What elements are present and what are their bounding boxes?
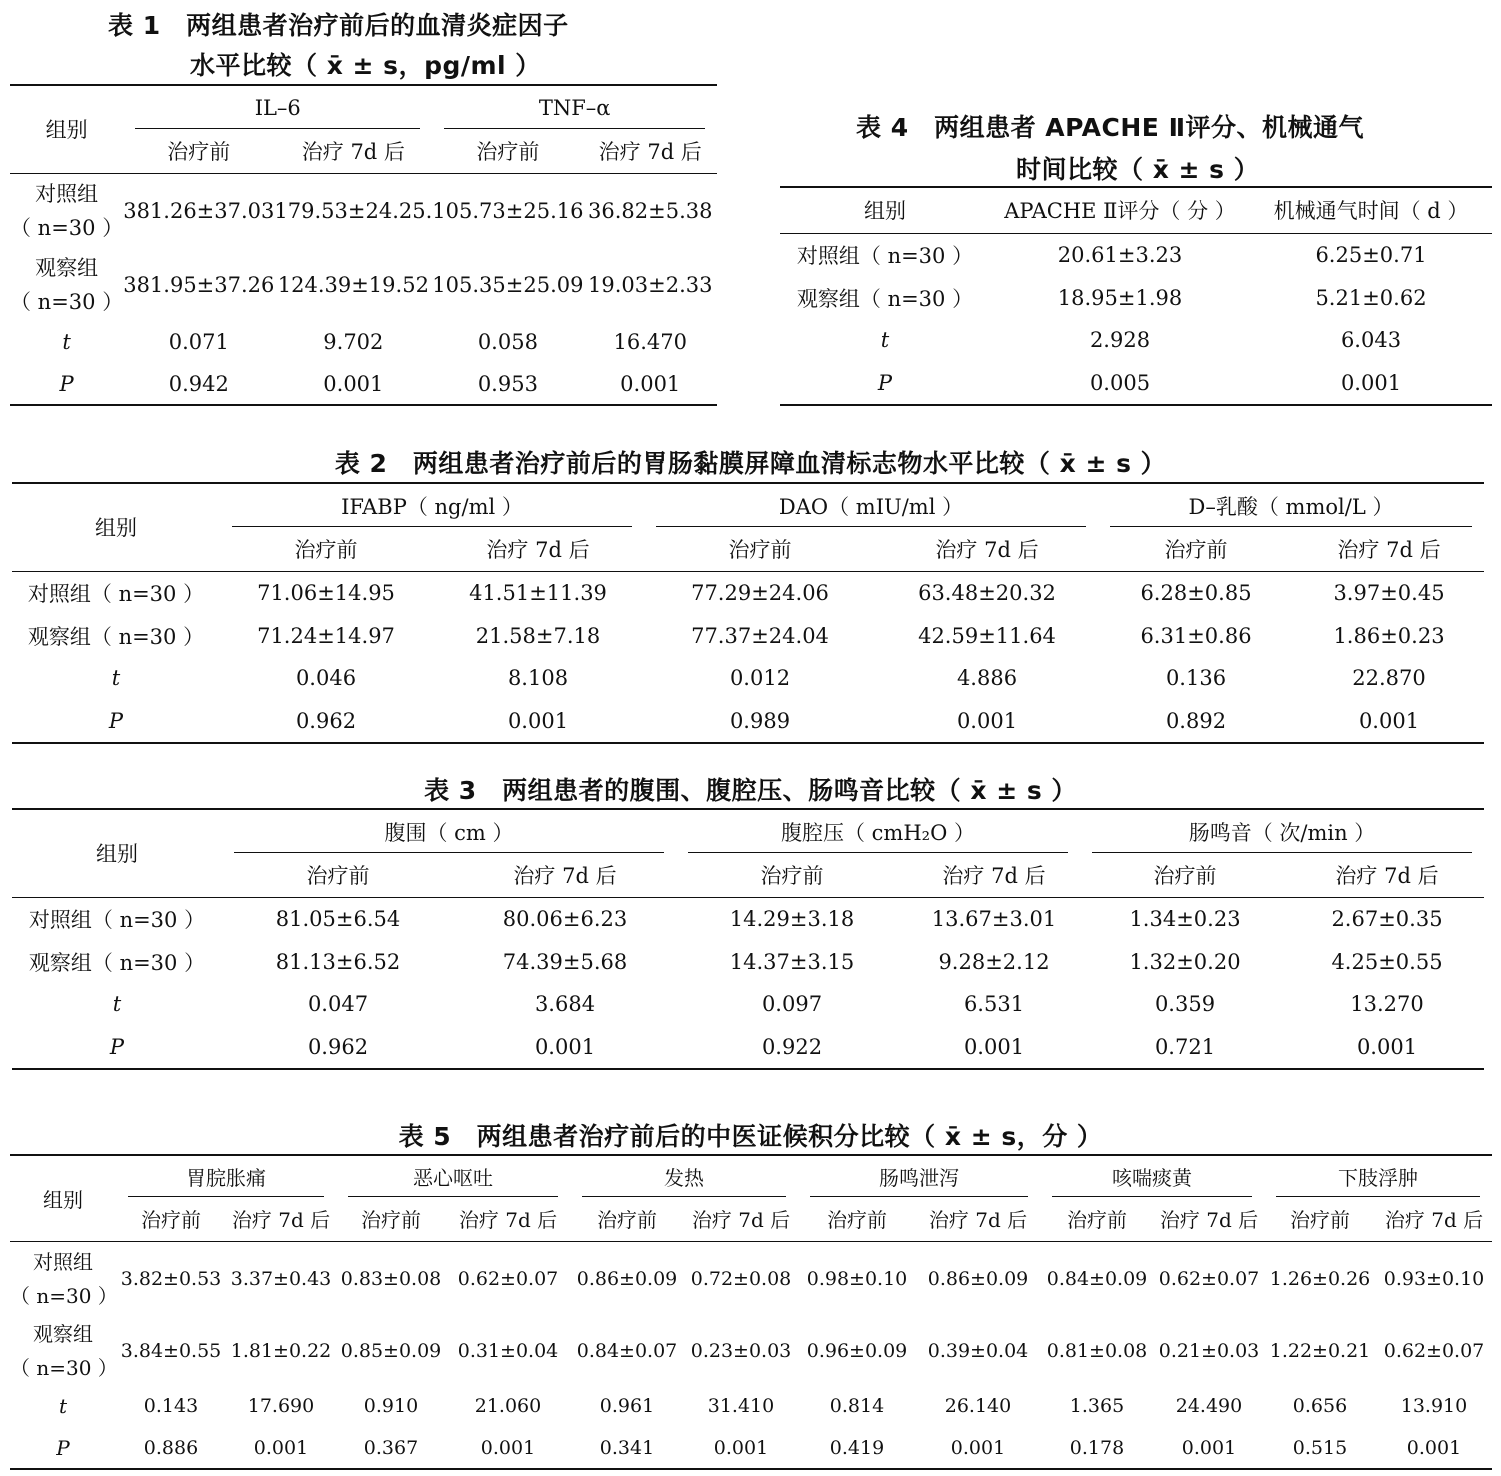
row-label: P	[108, 708, 124, 733]
cell: 1.32±0.20	[1129, 950, 1241, 974]
cell: 0.21±0.03	[1158, 1340, 1260, 1362]
cell: 13.67±3.01	[931, 907, 1057, 932]
t1-subheader: 治疗前	[167, 139, 231, 164]
cell: 3.684	[534, 992, 596, 1016]
t2-subheader: 治疗前	[294, 537, 358, 562]
cell: 13.270	[1350, 992, 1424, 1016]
cell: 0.001	[323, 371, 384, 396]
cell: 74.39±5.68	[502, 950, 628, 974]
table1	[10, 84, 717, 406]
table5-title: 表 5 两组患者治疗前后的中医证候积分比较（ x̄ ± s，分 ）	[398, 1122, 1103, 1151]
table4-title-line2: 时间比较（ x̄ ± s ）	[1016, 155, 1260, 184]
row-label: 对照组	[33, 1250, 93, 1275]
t2-header-dao: DAO（ mIU/ml ）	[644, 483, 1098, 527]
cell: 0.989	[729, 708, 791, 733]
cell: 105.73±25.16	[432, 199, 584, 224]
row-label: t	[880, 328, 890, 352]
cell: 381.95±37.26	[123, 273, 275, 297]
table-row	[12, 657, 1484, 699]
cell: 0.047	[307, 992, 369, 1016]
cell: 0.892	[1165, 708, 1227, 733]
cell: 0.72±0.08	[690, 1268, 792, 1291]
row-label: 观察组（ n=30 ）	[796, 287, 974, 311]
t2-group-header: 组别	[95, 516, 137, 541]
table-row	[10, 1427, 1492, 1469]
cell: 71.06±14.95	[257, 581, 395, 606]
cell: 1.86±0.23	[1333, 624, 1445, 648]
table-row	[10, 321, 717, 363]
cell: 0.96±0.09	[806, 1340, 908, 1362]
t5-subheader: 治疗 7d 后	[231, 1208, 331, 1233]
cell: 36.82±5.38	[588, 199, 713, 224]
t5-header-cough: 咳喘痰黄	[1040, 1155, 1264, 1197]
t3-header-bowel: 肠鸣音（ 次/min ）	[1080, 809, 1484, 853]
cell: 6.31±0.86	[1140, 624, 1252, 648]
cell: 0.001	[713, 1436, 769, 1459]
cell: 6.28±0.85	[1140, 581, 1252, 606]
t2-header-dlactate: D–乳酸（ mmol/L ）	[1098, 483, 1484, 527]
cell: 19.03±2.33	[588, 273, 713, 297]
cell: 3.97±0.45	[1333, 581, 1445, 606]
row-label: t	[62, 330, 71, 354]
cell: 24.490	[1175, 1395, 1243, 1417]
cell: 0.001	[1406, 1436, 1462, 1459]
cell: 0.85±0.09	[340, 1340, 442, 1362]
row-label: 观察组（ n=30 ）	[28, 951, 206, 975]
cell: 0.62±0.07	[457, 1268, 559, 1291]
t5-subheader: 治疗前	[1067, 1208, 1127, 1233]
t5-subheader: 治疗 7d 后	[928, 1208, 1028, 1233]
cell: 0.93±0.10	[1383, 1268, 1485, 1291]
table2	[12, 482, 1484, 744]
cell: 4.886	[956, 666, 1018, 690]
cell: 0.953	[477, 371, 538, 396]
cell: 0.005	[1089, 370, 1151, 395]
cell: 0.012	[729, 666, 791, 690]
cell: 16.470	[613, 330, 687, 354]
t3-subheader: 治疗前	[306, 863, 370, 888]
cell: 6.531	[963, 992, 1025, 1016]
row-label: t	[58, 1394, 68, 1418]
cell: 81.13±6.52	[275, 950, 401, 974]
cell: 14.29±3.18	[729, 907, 855, 932]
cell: 0.001	[950, 1436, 1006, 1459]
cell: 1.22±0.21	[1269, 1340, 1371, 1362]
row-label: 对照组（ n=30 ）	[796, 244, 974, 269]
cell: 0.922	[761, 1034, 823, 1059]
table3-title: 表 3 两组患者的腹围、腹腔压、肠鸣音比较（ x̄ ± s ）	[424, 776, 1077, 805]
cell: 4.25±0.55	[1331, 950, 1443, 974]
table-row	[12, 897, 1484, 941]
t2-subheader: 治疗前	[1164, 537, 1228, 562]
cell: 2.67±0.35	[1331, 907, 1443, 932]
table3	[12, 808, 1484, 1070]
cell: 0.84±0.07	[576, 1340, 678, 1362]
table1-title-line1: 表 1 两组患者治疗前后的血清炎症因子	[108, 11, 569, 40]
t1-subheader: 治疗前	[476, 139, 540, 164]
cell: 105.35±25.09	[432, 273, 584, 297]
cell: 0.143	[143, 1395, 199, 1417]
cell: 0.341	[599, 1436, 655, 1459]
row-label: P	[59, 371, 74, 396]
cell: 0.359	[1154, 992, 1216, 1016]
t1-subheader: 治疗 7d 后	[301, 139, 405, 164]
table-row	[12, 1025, 1484, 1069]
cell: 0.178	[1069, 1436, 1125, 1459]
t5-group-header: 组别	[43, 1187, 83, 1212]
t5-header-nausea: 恶心呕吐	[336, 1155, 570, 1197]
cell: 0.419	[829, 1436, 885, 1459]
cell: 0.046	[295, 666, 357, 690]
cell: 0.001	[956, 708, 1018, 733]
cell: 3.84±0.55	[120, 1340, 222, 1362]
cell: 81.05±6.54	[275, 907, 401, 932]
t1-header-tnf: TNF–α	[432, 85, 717, 129]
table-row	[780, 319, 1492, 361]
row-label: P	[877, 370, 893, 395]
row-label-n: （ n=30 ）	[10, 216, 124, 241]
cell: 124.39±19.52	[277, 273, 429, 297]
t5-header-edema: 下肢浮肿	[1264, 1155, 1492, 1197]
cell: 0.001	[253, 1436, 309, 1459]
cell: 20.61±3.23	[1057, 243, 1183, 268]
table-row	[12, 699, 1484, 743]
cell: 0.814	[829, 1395, 885, 1417]
cell: 0.86±0.09	[576, 1268, 678, 1291]
t3-subheader: 治疗前	[1153, 863, 1217, 888]
cell: 0.31±0.04	[457, 1340, 559, 1362]
row-label: P	[109, 1034, 125, 1059]
cell: 21.58±7.18	[475, 624, 601, 648]
table-row	[10, 249, 717, 321]
cell: 77.37±24.04	[691, 624, 829, 648]
cell: 0.98±0.10	[806, 1268, 908, 1291]
cell: 0.23±0.03	[690, 1340, 792, 1362]
cell: 0.39±0.04	[927, 1340, 1029, 1362]
t5-subheader: 治疗前	[1290, 1208, 1350, 1233]
cell: 1.26±0.26	[1269, 1268, 1371, 1291]
cell: 0.097	[761, 992, 823, 1016]
cell: 80.06±6.23	[502, 907, 628, 932]
t3-subheader: 治疗前	[760, 863, 824, 888]
row-label: 观察组	[33, 1322, 93, 1346]
t2-subheader: 治疗 7d 后	[1337, 537, 1441, 562]
cell: 9.28±2.12	[938, 950, 1050, 974]
cell: 0.86±0.09	[927, 1268, 1029, 1291]
cell: 0.001	[480, 1436, 536, 1459]
cell: 2.928	[1089, 328, 1151, 352]
cell: 0.62±0.07	[1383, 1340, 1485, 1362]
cell: 0.84±0.09	[1046, 1268, 1148, 1291]
table-row	[12, 615, 1484, 657]
table-row	[10, 1317, 1492, 1385]
cell: 1.34±0.23	[1129, 907, 1241, 932]
cell: 1.81±0.22	[230, 1340, 332, 1362]
t4-header: 机械通气时间（ d ）	[1273, 199, 1469, 224]
t3-subheader: 治疗 7d 后	[1335, 863, 1439, 888]
t2-header-ifabp: IFABP（ ng/ml ）	[220, 483, 644, 527]
t3-group-header: 组别	[96, 842, 138, 867]
t5-subheader: 治疗 7d 后	[458, 1208, 558, 1233]
cell: 0.367	[363, 1436, 419, 1459]
cell: 1.365	[1069, 1395, 1125, 1417]
t5-subheader: 治疗 7d 后	[691, 1208, 791, 1233]
cell: 6.25±0.71	[1315, 243, 1427, 268]
cell: 0.058	[477, 330, 538, 354]
cell: 0.962	[295, 708, 357, 733]
cell: 0.62±0.07	[1158, 1268, 1260, 1291]
cell: 0.910	[363, 1395, 419, 1417]
cell: 381.26±37.03	[123, 199, 275, 224]
table4	[780, 186, 1492, 406]
cell: 0.001	[620, 371, 681, 396]
t4-header: 组别	[864, 199, 906, 224]
t5-subheader: 治疗前	[597, 1208, 657, 1233]
table-row	[780, 233, 1492, 277]
row-label: 对照组	[35, 182, 99, 207]
t3-header-pressure: 腹腔压（ cmH₂O ）	[676, 809, 1080, 853]
t3-subheader: 治疗 7d 后	[942, 863, 1046, 888]
cell: 0.001	[963, 1034, 1025, 1059]
row-label: 对照组（ n=30 ）	[28, 908, 206, 933]
cell: 0.001	[1181, 1436, 1237, 1459]
t5-header-epigastric: 胃脘胀痛	[116, 1155, 336, 1197]
cell: 0.001	[1356, 1034, 1418, 1059]
t4-header: APACHE Ⅱ评分（ 分 ）	[1004, 199, 1236, 224]
table-row	[12, 941, 1484, 983]
cell: 0.001	[534, 1034, 596, 1059]
cell: 3.82±0.53	[120, 1268, 222, 1291]
cell: 5.21±0.62	[1315, 286, 1427, 310]
row-label-n: （ n=30 ）	[10, 1356, 118, 1380]
t2-subheader: 治疗 7d 后	[486, 537, 590, 562]
t5-subheader: 治疗 7d 后	[1384, 1208, 1484, 1233]
t2-subheader: 治疗前	[728, 537, 792, 562]
t1-group-header: 组别	[45, 118, 88, 143]
row-label: 观察组	[35, 256, 99, 280]
table4-title-line1: 表 4 两组患者 APACHE Ⅱ评分、机械通气	[856, 113, 1365, 142]
table-row	[780, 361, 1492, 405]
cell: 22.870	[1352, 666, 1426, 690]
t3-subheader: 治疗 7d 后	[513, 863, 617, 888]
t1-subheader: 治疗 7d 后	[598, 139, 702, 164]
t1-header-il6: IL–6	[123, 85, 432, 129]
cell: 41.51±11.39	[469, 581, 607, 606]
cell: 71.24±14.97	[257, 624, 395, 648]
table-row	[10, 1241, 1492, 1317]
cell: 0.656	[1292, 1395, 1348, 1417]
cell: 179.53±24.25.	[274, 199, 433, 224]
cell: 13.910	[1400, 1395, 1468, 1417]
cell: 0.001	[1340, 370, 1402, 395]
row-label: 对照组（ n=30 ）	[27, 582, 205, 607]
table-row	[780, 277, 1492, 319]
cell: 3.37±0.43	[230, 1268, 332, 1291]
table-row	[12, 983, 1484, 1025]
cell: 17.690	[247, 1395, 315, 1417]
cell: 0.886	[143, 1436, 199, 1459]
cell: 0.962	[307, 1034, 369, 1059]
t5-subheader: 治疗前	[141, 1208, 201, 1233]
cell: 9.702	[323, 330, 384, 354]
t5-subheader: 治疗前	[361, 1208, 421, 1233]
row-label: t	[111, 666, 121, 690]
t5-header-fever: 发热	[570, 1155, 798, 1197]
cell: 0.942	[168, 371, 229, 396]
cell: 18.95±1.98	[1057, 286, 1183, 310]
cell: 42.59±11.64	[918, 624, 1056, 648]
table1-title-line2: 水平比较（ x̄ ± s，pg/ml ）	[190, 51, 541, 80]
cell: 0.001	[1358, 708, 1420, 733]
cell: 77.29±24.06	[691, 581, 829, 606]
cell: 0.136	[1165, 666, 1227, 690]
cell: 21.060	[474, 1395, 542, 1417]
cell: 0.81±0.08	[1046, 1340, 1148, 1362]
cell: 6.043	[1340, 328, 1402, 352]
t3-header-waist: 腹围（ cm ）	[222, 809, 676, 853]
table-row	[12, 571, 1484, 615]
table-row	[10, 173, 717, 249]
t5-subheader: 治疗 7d 后	[1159, 1208, 1259, 1233]
row-label: t	[112, 992, 122, 1016]
row-label: P	[56, 1435, 70, 1460]
cell: 14.37±3.15	[729, 950, 855, 974]
cell: 31.410	[707, 1395, 775, 1417]
table2-title: 表 2 两组患者治疗前后的胃肠黏膜屏障血清标志物水平比较（ x̄ ± s ）	[334, 449, 1167, 478]
table-row	[10, 1385, 1492, 1427]
row-label: 观察组（ n=30 ）	[27, 625, 205, 649]
cell: 26.140	[944, 1395, 1012, 1417]
t2-subheader: 治疗 7d 后	[935, 537, 1039, 562]
t5-subheader: 治疗前	[827, 1208, 887, 1233]
cell: 0.001	[507, 708, 569, 733]
cell: 0.071	[168, 330, 229, 354]
cell: 0.961	[599, 1395, 655, 1417]
table-row	[10, 363, 717, 405]
row-label-n: （ n=30 ）	[10, 290, 124, 314]
row-label-n: （ n=30 ）	[10, 1284, 118, 1309]
t5-header-diarrhea: 肠鸣泄泻	[798, 1155, 1040, 1197]
table5	[10, 1154, 1492, 1470]
cell: 0.721	[1154, 1034, 1216, 1059]
cell: 0.515	[1292, 1436, 1348, 1459]
cell: 0.83±0.08	[340, 1268, 442, 1291]
cell: 63.48±20.32	[918, 581, 1056, 606]
cell: 8.108	[507, 666, 569, 690]
